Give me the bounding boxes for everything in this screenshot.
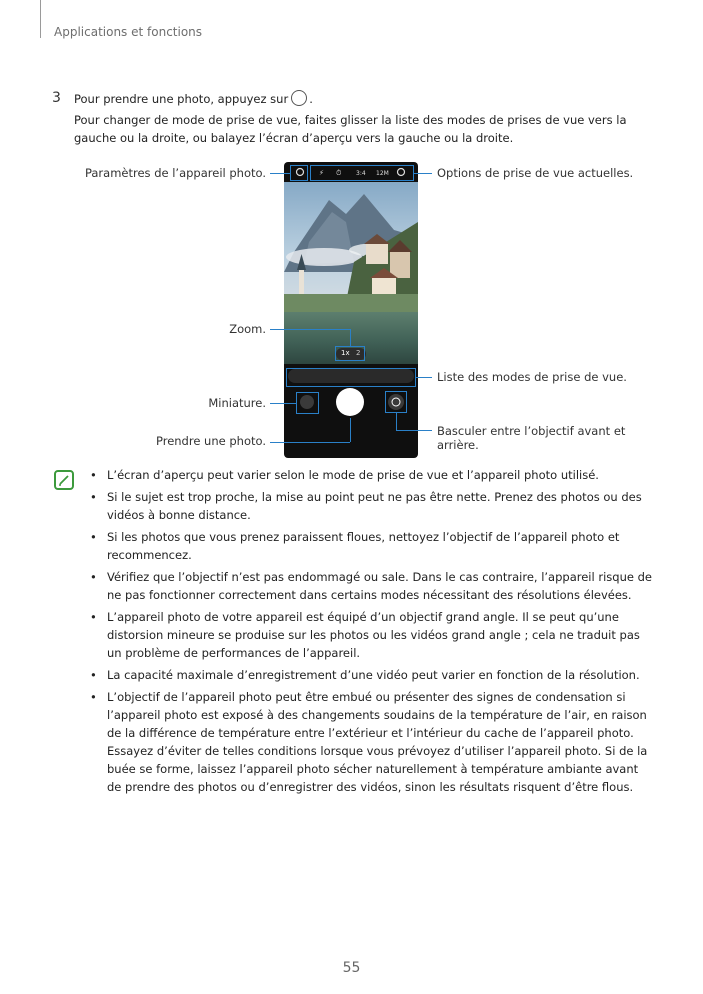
note-item [90, 608, 655, 662]
step-number: 3 [52, 90, 61, 106]
callout-take-photo: Prendre une photo. [155, 434, 266, 448]
note-text: La capacité maximale d’enregistrement d’une vidéo peut varier en fonction de la résolution. [107, 668, 640, 682]
switch-highlight [385, 391, 407, 413]
switch-connector-v [396, 413, 397, 430]
note-item [90, 688, 655, 796]
zoom-alt-level: 2 [356, 349, 361, 357]
page-number: 55 [342, 960, 361, 976]
bullet: • [90, 468, 97, 482]
options-connector [414, 173, 432, 174]
shutter-button-icon [291, 90, 307, 106]
step-instruction-end: . [309, 92, 313, 106]
section-title: Applications et fonctions [54, 25, 203, 39]
preview-landscape [284, 182, 418, 332]
note-item [90, 528, 655, 564]
step-description: Pour changer de mode de prise de vue, faites glisser la liste des modes de prises de vue vers la gauche ou la droite, ou balayez l’écran d’aperçu vers la gauche ou la droite. [74, 113, 627, 145]
bullet: • [90, 610, 97, 624]
zoom-connector-v [350, 329, 351, 346]
callout-thumbnail: Miniature. [208, 396, 266, 410]
settings-connector [270, 173, 290, 174]
note-icon [54, 470, 74, 490]
thumbnail-connector [270, 403, 296, 404]
timer-icon: ⏱ [336, 169, 342, 177]
bullet: • [90, 690, 97, 704]
note-item [90, 666, 655, 684]
bullet: • [90, 570, 97, 584]
thumbnail-highlight [296, 392, 319, 414]
callout-settings: Paramètres de l’appareil photo. [84, 166, 266, 180]
note-item [90, 568, 655, 604]
note-text: Si le sujet est trop proche, la mise au point peut ne pas être nette. Prenez des photos ou des vidéos à bonne distance. [107, 490, 642, 522]
note-text: Si les photos que vous prenez paraissent floues, nettoyez l’objectif de l’appareil photo et recommencez. [107, 530, 620, 562]
shutter-button[interactable] [336, 388, 364, 416]
callout-options: Options de prise de vue actuelles. [437, 166, 634, 180]
zoom-connector-h [270, 329, 350, 330]
shutter-connector-h [270, 442, 350, 443]
callout-modes: Liste des modes de prise de vue. [437, 370, 627, 384]
bullet: • [90, 668, 97, 682]
step-instruction [74, 90, 313, 106]
callout-switch: Basculer entre l’objectif avant et arrière. [437, 424, 626, 452]
zoom-level: 1x [341, 349, 350, 357]
pencil-icon [56, 472, 72, 488]
resolution-label: 12M [376, 170, 389, 177]
bullet: • [90, 490, 97, 504]
note-text: Vérifiez que l’objectif n’est pas endommagé ou sale. Dans le cas contraire, l’appareil risque de ne pas fonctionner correctement dans certains modes nécessitant des résolutions élevées. [107, 570, 652, 602]
note-item [90, 466, 655, 484]
callout-zoom: Zoom. [229, 322, 266, 336]
header-rule [40, 0, 41, 38]
switch-connector-h [396, 430, 432, 431]
ratio-label: 3:4 [356, 170, 366, 177]
note-item [90, 488, 655, 524]
modes-highlight [286, 368, 416, 387]
notes-list [90, 466, 655, 800]
options-highlight [310, 165, 414, 181]
settings-highlight [290, 165, 308, 181]
note-text: L’objectif de l’appareil photo peut être embué ou présenter des signes de condensation si l’appareil photo est exposé à des changements soudains de la température de l’air, en raison de la différence de température entre l’extérieur et l’intérieur du cache de l’appareil photo. Essayez d’éviter de telles conditions lorsque vous prévoyez d’utiliser l’appareil photo. Si de la buée se forme, laissez l’appareil photo sécher naturellement à température ambiante avant de prendre des photos ou d’enregistrer des vidéos, sinon les résultats risquent d’être flous. [107, 690, 648, 794]
shutter-connector-v [350, 418, 351, 442]
note-text: L’écran d’aperçu peut varier selon le mode de prise de vue et l’appareil photo utilisé. [107, 468, 599, 482]
bullet: • [90, 530, 97, 544]
zoom-highlight [335, 346, 365, 361]
note-text: L’appareil photo de votre appareil est équipé d’un objectif grand angle. Il se peut qu’une distorsion mineure se produise sur les photos ou les vidéos grand angle ; cela ne traduit pas un problème de performances de l’appareil. [107, 610, 640, 660]
flash-icon: ⚡ [319, 169, 324, 177]
modes-connector [416, 377, 432, 378]
step-instruction-text: Pour prendre une photo, appuyez sur [74, 92, 289, 106]
